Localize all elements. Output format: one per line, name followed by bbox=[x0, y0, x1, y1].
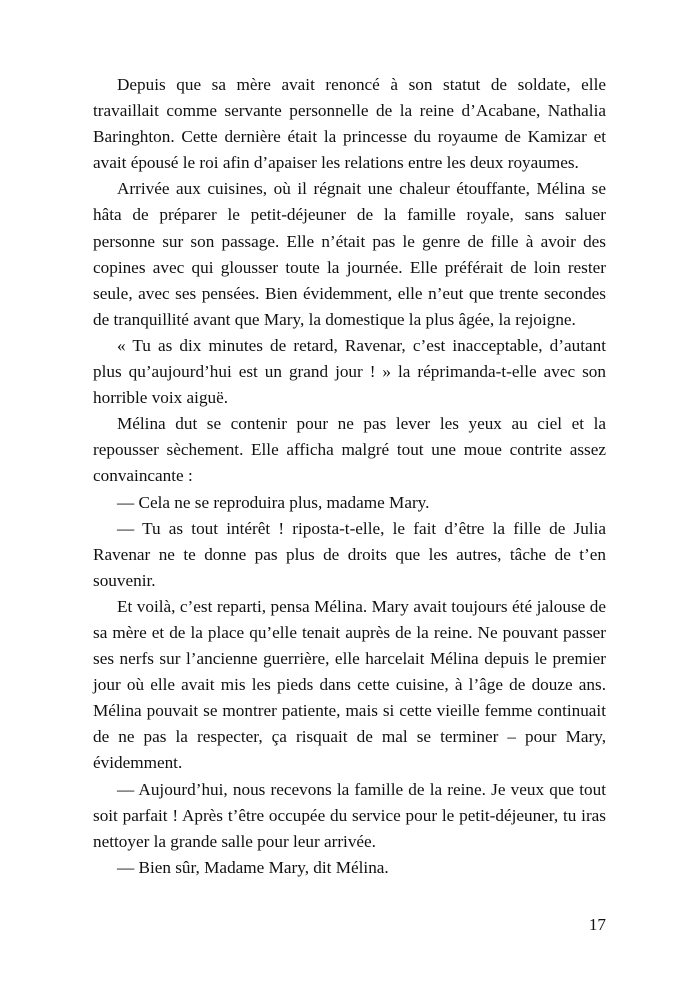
paragraph-7: Et voilà, c’est reparti, pensa Mélina. Mary avait toujours été jalouse de sa mère et de la place qu’elle tenait auprès de la reine. Ne pouvant passer ses nerfs sur l’ancienne guerrière, elle harcelait Mélina depuis le premier jour où elle avait mis les pieds dans cette cuisine, à l’âge de douze ans. Mélina pouvait se montrer patiente, mais si cette vieille femme continuait de ne pas la respecter, ça risquait de mal se terminer – pour Mary, évidemment. bbox=[93, 596, 606, 773]
paragraph-2: Arrivée aux cuisines, où il régnait une chaleur étouffante, Mélina se hâta de préparer le petit-déjeuner de la famille royale, sans saluer personne sur son passage. Elle n’était pas le genre de fille à avoir des copines avec qui glousser toute la journée. Elle préférait de loin rester seule, avec ses pensées. Bien évidemment, elle n’eut que trente secondes de tranquillité avant que Mary, la domestique la plus âgée, la rejoigne. bbox=[93, 179, 606, 329]
paragraph-5-dialogue: — Cela ne se reproduira plus, madame Mary. bbox=[117, 492, 430, 512]
paragraph-1: Depuis que sa mère avait renoncé à son statut de soldate, elle travaillait comme servante personnelle de la reine d’Acabane, Nathalia Baringhton. Cette dernière était la princesse du royaume de Kamizar et avait épousé le roi afin d’apaiser les relations entre les deux royaumes. bbox=[93, 75, 606, 173]
paragraph-3: « Tu as dix minutes de retard, Ravenar, c’est inacceptable, d’autant plus qu’aujourd’hui est un grand jour ! » la réprimanda-t-elle avec son horrible voix aiguë. bbox=[93, 335, 606, 408]
page-number: 17 bbox=[588, 915, 606, 934]
paragraph-8-dialogue: — Aujourd’hui, nous recevons la famille de la reine. Je veux que tout soit parfait ! Après t’être occupée du service pour le petit-déjeuner, tu iras nettoyer la grande salle pour leur arrivée. bbox=[93, 779, 606, 851]
paragraph-6-dialogue: — Tu as tout intérêt ! riposta-t-elle, le fait d’être la fille de Julia Ravenar ne te donne pas plus de droits que les autres, tâche de t’en souvenir. bbox=[93, 518, 606, 590]
paragraph-4: Mélina dut se contenir pour ne pas lever les yeux au ciel et la repousser sèchement. Elle afficha malgré tout une moue contrite assez convaincante : bbox=[93, 414, 606, 486]
paragraph-9-dialogue: — Bien sûr, Madame Mary, dit Mélina. bbox=[117, 857, 389, 877]
page-body bbox=[93, 72, 606, 881]
